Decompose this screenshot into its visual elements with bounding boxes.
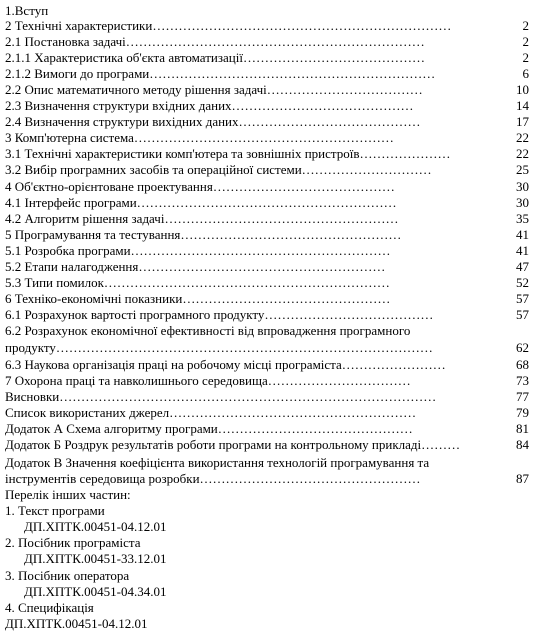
toc-entry-title: продукту……………………………………………………………………………	[5, 340, 433, 355]
toc-entry	[5, 259, 529, 274]
toc-entry-page: 87	[516, 471, 529, 486]
toc-entry-page: 79	[516, 405, 529, 420]
toc-entry	[5, 50, 529, 65]
toc-entry	[5, 211, 529, 226]
toc-entry-page: 62	[516, 340, 529, 355]
toc-entry	[5, 227, 529, 242]
toc-entry-title: 3.1 Технічні характеристики комп'ютера та зовнішніх пристроїв…………………	[5, 146, 451, 161]
toc-entry	[5, 275, 529, 290]
other-part-label: 2. Посібник програміста	[5, 535, 141, 550]
toc-entry	[5, 195, 529, 210]
other-parts-heading: Перелік інших частин:	[5, 487, 131, 502]
toc-entry-title: 2.1 Постановка задачі……………………………………………………………	[5, 34, 425, 49]
toc-entry-page: 41	[516, 227, 529, 242]
other-part-label: 3. Посібник оператора	[5, 568, 130, 583]
toc-entry	[5, 455, 529, 470]
other-part-label: 4. Специфікація	[5, 600, 94, 615]
toc-entry-page: 14	[516, 98, 529, 113]
other-part-label: 1. Текст програми	[5, 503, 105, 518]
toc-entry	[5, 340, 529, 355]
toc-entry	[5, 162, 529, 177]
toc-entry-page: 81	[516, 421, 529, 436]
toc-entry	[5, 357, 529, 372]
toc-entry-title: 6 Техніко-економічні показники…………………………………………	[5, 291, 391, 306]
toc-entry-title: 6.3 Наукова організація праці на робочому місці програміста……………………	[5, 357, 446, 372]
toc-entry-page: 41	[516, 243, 529, 258]
toc-entry-page: 30	[516, 179, 529, 194]
toc-entry-title: 2 Технічні характеристики……………………………………………………………	[5, 18, 452, 33]
toc-entry	[5, 323, 529, 338]
toc-entry	[5, 243, 529, 258]
toc-entry	[5, 389, 529, 404]
toc-entry-page: 2	[522, 18, 529, 33]
toc-entry-page: 6	[522, 66, 529, 81]
toc-entry-page: 2	[522, 34, 529, 49]
toc-entry	[5, 146, 529, 161]
toc-entry-page: 52	[516, 275, 529, 290]
toc-entry	[5, 421, 529, 436]
toc-entry	[5, 130, 529, 145]
toc-entry-page: 68	[516, 357, 529, 372]
toc-entry-page: 47	[516, 259, 529, 274]
toc-entry-page: 2	[522, 50, 529, 65]
toc-entry-page: 10	[516, 82, 529, 97]
toc-entry	[5, 98, 529, 113]
other-part-code: ДП.ХПТК.00451-04.12.01	[24, 519, 167, 534]
toc-entry-title: 2.1.2 Вимоги до програми…………………………………………………………	[5, 66, 436, 81]
toc-entry-page: 17	[516, 114, 529, 129]
toc-entry	[5, 34, 529, 49]
toc-entry-page: 84	[516, 437, 529, 452]
toc-entry-title: Висновки……………………………………………………………………………	[5, 389, 437, 404]
toc-entry	[5, 471, 529, 486]
toc-entry	[5, 66, 529, 81]
toc-entry-title: 4.2 Алгоритм рішення задачі………………………………………………	[5, 211, 399, 226]
toc-entry-title: Додаток А Схема алгоритму програми………………………………………	[5, 421, 413, 436]
toc-entry	[5, 291, 529, 306]
toc-entry-title: 4 Об'єктно-орієнтоване проектування……………………………………	[5, 179, 395, 194]
toc-entry	[5, 373, 529, 388]
toc-entry-title: 5.2 Етапи налагодження…………………………………………………	[5, 259, 386, 274]
toc-entry	[5, 437, 529, 452]
other-part-code: ДП.ХПТК.00451-33.12.01	[24, 551, 167, 566]
toc-entry-page: 57	[516, 291, 529, 306]
toc-entry	[5, 114, 529, 129]
toc-entry-page: 22	[516, 146, 529, 161]
toc-entry-title: 6.2 Розрахунок економічної ефективності від впровадження програмного	[5, 323, 411, 338]
toc-entry-page: 30	[516, 195, 529, 210]
toc-entry-title: 1.Вступ	[5, 3, 49, 18]
toc-entry-title: інструментів середовища розробки……………………………………………	[5, 471, 421, 486]
toc-entry-title: Додаток Б Роздрук результатів роботи програми на контрольному прикладі………	[5, 437, 461, 452]
toc-entry-title: 3 Комп'ютерна система……………………………………………………	[5, 130, 394, 145]
toc-entry-page: 57	[516, 307, 529, 322]
toc-entry-title: 6.1 Розрахунок вартості програмного продукту…………………………………	[5, 307, 434, 322]
toc-entry-title: 4.1 Інтерфейс програми……………………………………………………	[5, 195, 397, 210]
toc-entry-page: 22	[516, 130, 529, 145]
toc-entry	[5, 82, 529, 97]
toc-entry	[5, 405, 529, 420]
toc-entry-title: 2.1.1 Характеристика об'єкта автоматизації……………………………………	[5, 50, 425, 65]
toc-entry-title: Список використаних джерел…………………………………………………	[5, 405, 417, 420]
toc-entry-page: 73	[516, 373, 529, 388]
toc-entry-page: 25	[516, 162, 529, 177]
toc-entry-title: Додаток В Значення коефіцієнта використання технологій програмування та	[5, 455, 430, 470]
toc-entry	[5, 18, 529, 33]
toc-entry-title: 5.3 Типи помилок…………………………………………………………	[5, 275, 390, 290]
toc-entry-page: 35	[516, 211, 529, 226]
toc-entry	[5, 179, 529, 194]
toc-entry	[5, 307, 529, 322]
toc-entry-title: 2.2 Опис математичного методу рішення задачі………………………………	[5, 82, 423, 97]
toc-entry-title: 2.3 Визначення структури вхідних даних……………………………………	[5, 98, 414, 113]
toc-entry-title: 5 Програмування та тестування……………………………………………	[5, 227, 402, 242]
toc-entry-title: 7 Охорона праці та навколишнього середовища……………………………	[5, 373, 411, 388]
toc-entry	[5, 3, 529, 18]
toc-entry-title: 5.1 Розробка програми……………………………………………………	[5, 243, 391, 258]
toc-entry-title: 3.2 Вибір програмних засобів та операційної системи…………………………	[5, 162, 432, 177]
toc-entry-title: 2.4 Визначення структури вихідних даних……………………………………	[5, 114, 421, 129]
toc-entry-page: 77	[516, 389, 529, 404]
other-part-code: ДП.ХПТК.00451-04.12.01	[5, 616, 148, 631]
other-part-code: ДП.ХПТК.00451-04.34.01	[24, 584, 167, 599]
